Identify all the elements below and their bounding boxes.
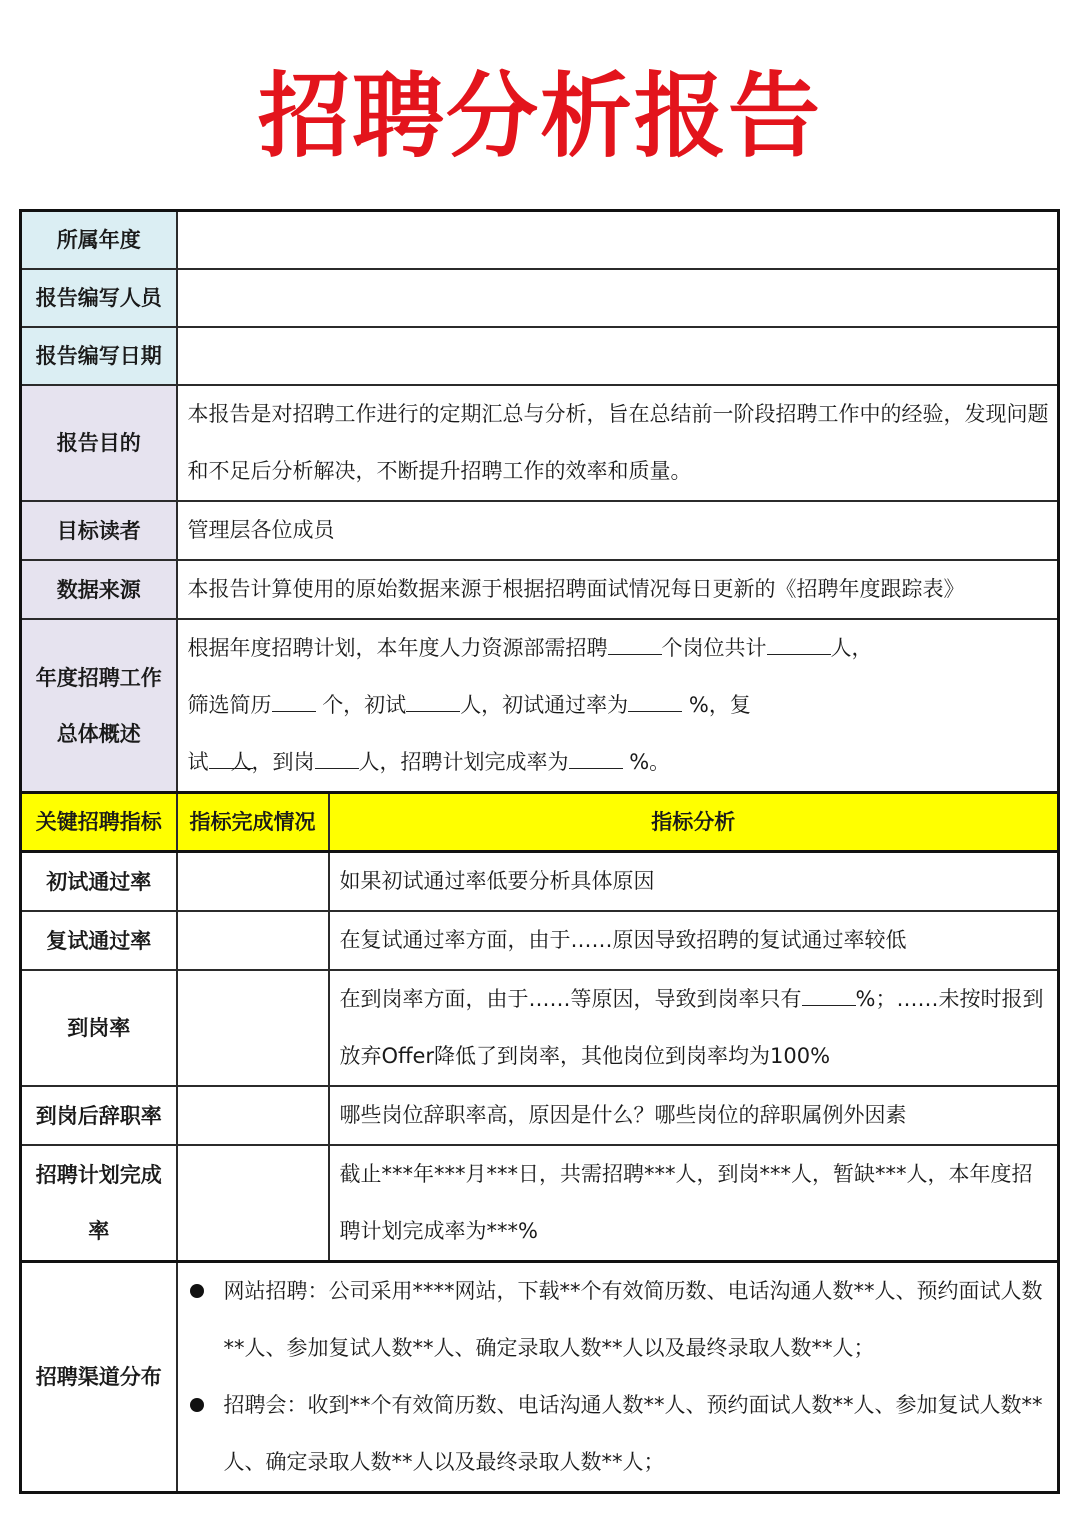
readers-label: 目标读者 <box>21 501 177 560</box>
overview-label-line2: 总体概述 <box>56 721 141 746</box>
overview-part-10: %。 <box>629 750 671 774</box>
kpi-row <box>21 1086 1059 1145</box>
year-label: 所属年度 <box>21 211 177 270</box>
row-year <box>21 211 1059 270</box>
kpi-analysis: 如果初试通过率低要分析具体原因 <box>329 852 1059 912</box>
overview-label-line1: 年度招聘工作 <box>35 665 162 690</box>
kpi-analysis: 哪些岗位辞职率高，原因是什么？哪些岗位的辞职属例外因素 <box>329 1086 1059 1145</box>
source-text: 本报告计算使用的原始数据来源于根据招聘面试情况每日更新的《招聘年度跟踪表》 <box>177 560 1059 619</box>
page-title: 招聘分析报告 <box>257 63 822 170</box>
purpose-label: 报告目的 <box>21 385 177 501</box>
overview-label <box>21 619 177 793</box>
purpose-text: 本报告是对招聘工作进行的定期汇总与分析，旨在总结前一阶段招聘工作中的经验，发现问题和不足后分析解决，不断提升招聘工作的效率和质量。 <box>177 385 1059 501</box>
blank-resumes[interactable] <box>272 689 316 712</box>
source-label: 数据来源 <box>21 560 177 619</box>
kpi-name: 到岗率 <box>21 970 177 1086</box>
date-field[interactable] <box>177 327 1059 385</box>
overview-text <box>177 619 1059 793</box>
channel-text: 招聘会：收到**个有效简历数、电话沟通人数**人、预约面试人数**人、参加复试人数**人、确定录取人数**人以及最终录取人数**人； <box>223 1393 1043 1474</box>
overview-part-3: 人，筛选简历 <box>187 636 873 717</box>
kpi-status-field[interactable] <box>177 852 329 912</box>
overview-part-6: %，复 <box>688 693 751 717</box>
year-field[interactable] <box>177 211 1059 270</box>
overview-part-8: 人，到岗 <box>230 750 315 774</box>
channels-list <box>177 1262 1059 1493</box>
kpi-name: 复试通过率 <box>21 911 177 970</box>
kpi-analysis: 在复试通过率方面，由于……原因导致招聘的复试通过率较低 <box>329 911 1059 970</box>
kpi-name: 初试通过率 <box>21 852 177 912</box>
report-table <box>19 209 1060 1494</box>
row-purpose <box>21 385 1059 501</box>
blank-positions[interactable] <box>608 632 662 655</box>
list-item <box>178 1263 1058 1377</box>
kpi-row <box>21 852 1059 912</box>
kpi-status-field[interactable] <box>177 911 329 970</box>
list-item <box>178 1377 1058 1491</box>
row-writer <box>21 269 1059 327</box>
kpi-name-line1: 招聘计划完成 <box>35 1163 162 1187</box>
row-date <box>21 327 1059 385</box>
overview-part-9: 人，招聘计划完成率为 <box>358 750 569 774</box>
overview-part-1: 根据年度招聘计划，本年度人力资源部需招聘 <box>187 636 608 660</box>
kpi-header-analysis: 指标分析 <box>329 793 1059 852</box>
row-overview <box>21 619 1059 793</box>
kpi-name <box>21 1145 177 1262</box>
kpi-analysis <box>329 970 1059 1086</box>
overview-part-5: 人，初试通过率为 <box>460 693 629 717</box>
kpi-row <box>21 1145 1059 1262</box>
date-label: 报告编写日期 <box>21 327 177 385</box>
writer-label: 报告编写人员 <box>21 269 177 327</box>
kpi-status-field[interactable] <box>177 1086 329 1145</box>
blank-onboard[interactable] <box>315 746 359 769</box>
kpi-header-indicator: 关键招聘指标 <box>21 793 177 852</box>
blank-onboard-rate[interactable] <box>802 983 856 1006</box>
kpi-row <box>21 970 1059 1086</box>
kpi-header-row <box>21 793 1059 852</box>
readers-text: 管理层各位成员 <box>177 501 1059 560</box>
blank-first-pass-rate[interactable] <box>628 689 682 712</box>
kpi-name-line2: 率 <box>88 1219 110 1243</box>
kpi-name: 到岗后辞职率 <box>21 1086 177 1145</box>
blank-first-interview[interactable] <box>406 689 460 712</box>
kpi-row <box>21 911 1059 970</box>
channels-row <box>21 1262 1059 1493</box>
bullet-icon <box>190 1398 204 1412</box>
writer-field[interactable] <box>177 269 1059 327</box>
blank-completion-rate[interactable] <box>569 746 623 769</box>
kpi-header-status: 指标完成情况 <box>177 793 329 852</box>
kpi-analysis-part-a: 在到岗率方面，由于……等原因，导致到岗率只有 <box>339 987 802 1011</box>
kpi-analysis: 截止***年***月***日，共需招聘***人，到岗***人，暂缺***人，本年度招聘计划完成率为***% <box>329 1145 1059 1262</box>
kpi-status-field[interactable] <box>177 970 329 1086</box>
channel-text: 网站招聘：公司采用****网站，下载**个有效简历数、电话沟通人数**人、预约面试人数**人、参加复试人数**人、确定录取人数**人以及最终录取人数**人； <box>223 1279 1043 1360</box>
kpi-status-field[interactable] <box>177 1145 329 1262</box>
overview-part-4: 个，初试 <box>322 693 407 717</box>
overview-part-7: 试 <box>187 750 209 774</box>
row-source <box>21 560 1059 619</box>
bullet-icon <box>190 1284 204 1298</box>
blank-headcount[interactable] <box>767 632 831 655</box>
overview-part-2: 个岗位共计 <box>661 636 767 660</box>
row-readers <box>21 501 1059 560</box>
kpi-analysis-part-b: %；……未按时报到放弃Offer降低了到岗率，其他岗位到岗率均为100% <box>339 987 1044 1068</box>
channels-label: 招聘渠道分布 <box>21 1262 177 1493</box>
